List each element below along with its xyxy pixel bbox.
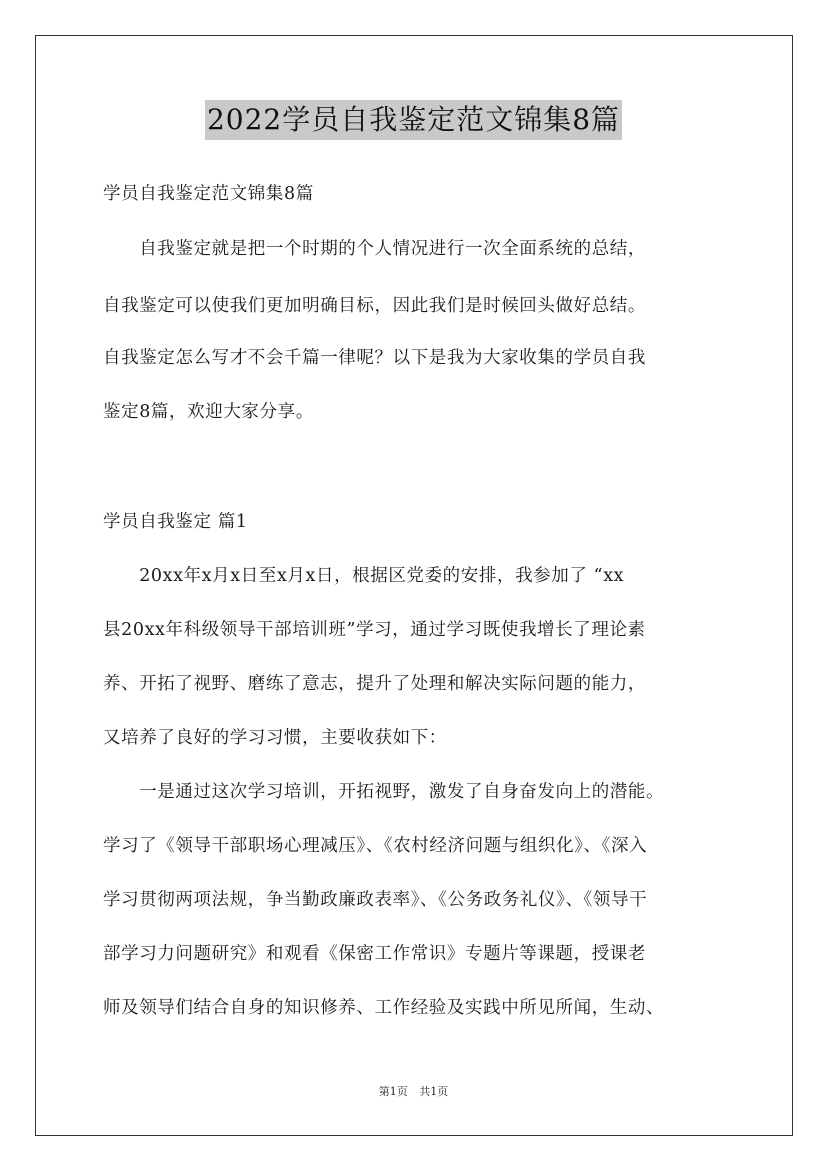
section-line: 又培养了良好的学习习惯，主要收获如下：	[103, 728, 447, 748]
section-line: 县20xx年科级领导干部培训班”学习，通过学习既使我增长了理论素	[103, 620, 646, 640]
section-line: 师及领导们结合自身的知识修养、工作经验及实践中所见所闻，生动、	[103, 998, 665, 1018]
page-number: 第1页	[378, 1085, 408, 1098]
section-line: 学习贯彻两项法规，争当勤政廉政表率》、《公务政务礼仪》、《领导干	[103, 890, 648, 910]
section-line: 部学习力问题研究》和观看《保密工作常识》专题片等课题，授课老	[103, 944, 646, 964]
subtitle: 学员自我鉴定范文锦集8篇	[103, 184, 314, 204]
section-line: 20xx年x月x日至x月x日，根据区党委的安排，我参加了 “xx	[103, 566, 625, 586]
page-footer	[0, 1083, 827, 1099]
section-line: 养、开拓了视野、磨练了意志，提升了处理和解决实际问题的能力，	[103, 674, 646, 694]
section-line: 一是通过这次学习培训，开拓视野，激发了自身奋发向上的潜能。	[103, 782, 665, 802]
intro-line: 自我鉴定可以使我们更加明确目标，因此我们是时候回头做好总结。	[103, 296, 646, 316]
section-line: 学习了《领导干部职场心理减压》、《农村经济问题与组织化》、《深入	[103, 836, 648, 856]
document-title: 2022学员自我鉴定范文锦集8篇	[205, 100, 622, 140]
intro-line: 自我鉴定就是把一个时期的个人情况进行一次全面系统的总结，	[103, 239, 646, 259]
intro-line: 鉴定8篇，欢迎大家分享。	[103, 402, 314, 422]
intro-line: 自我鉴定怎么写才不会千篇一律呢？以下是我为大家收集的学员自我	[103, 348, 646, 368]
page-total: 共1页	[419, 1085, 449, 1098]
section-heading: 学员自我鉴定 篇1	[103, 512, 248, 532]
title-container	[0, 100, 827, 140]
